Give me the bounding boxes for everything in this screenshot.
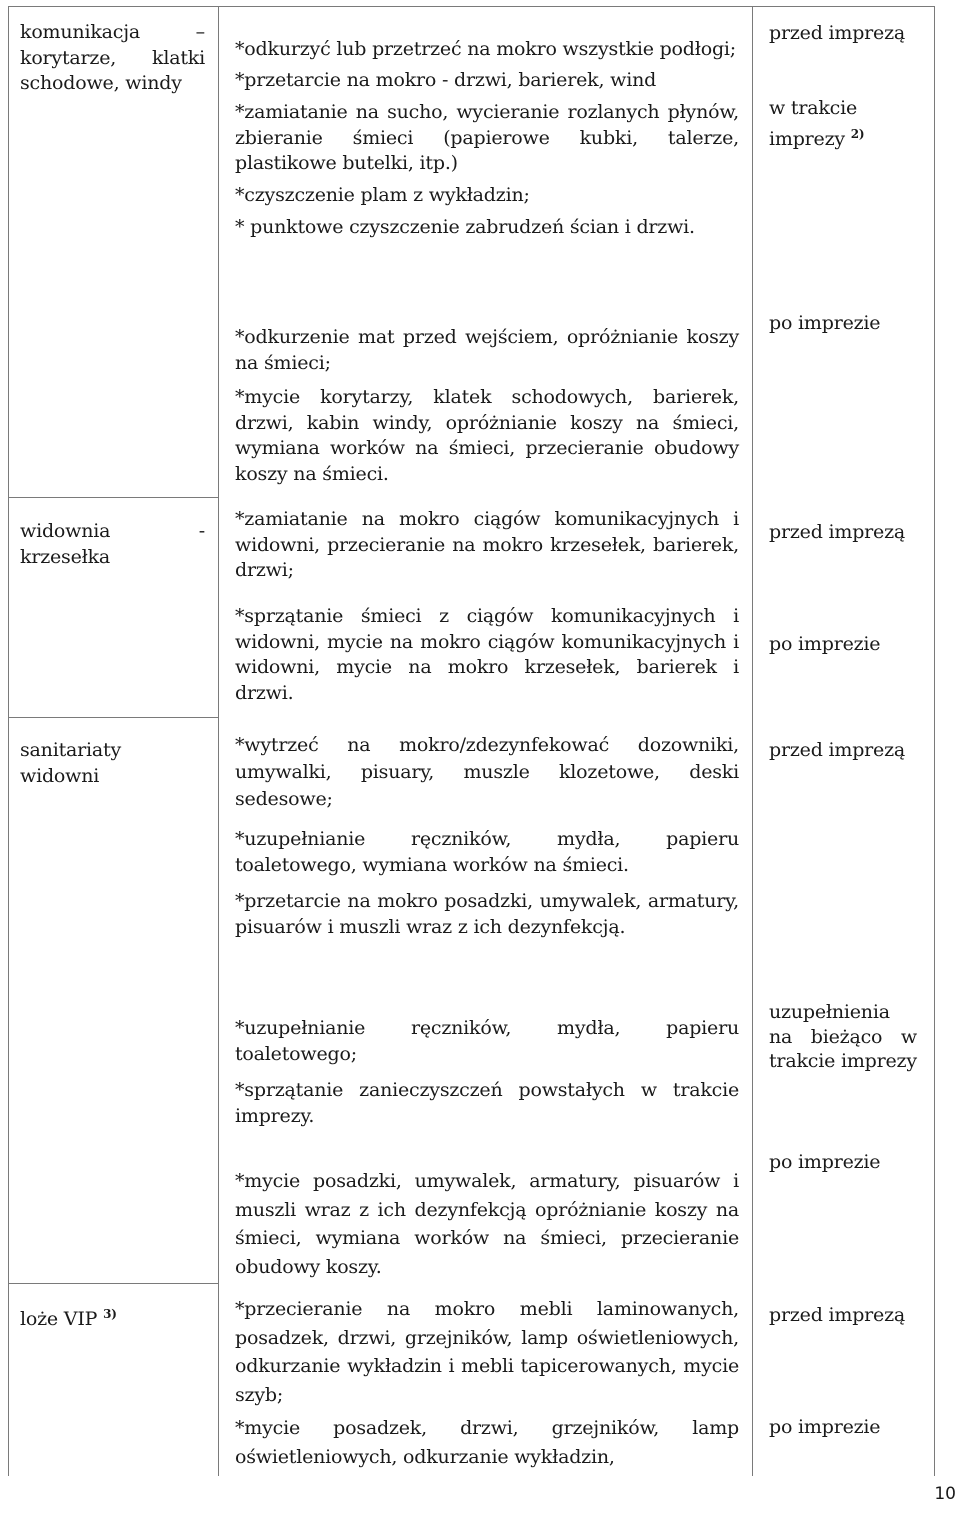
vip-timing-before <box>769 1303 929 1329</box>
task-item: *sprzątanie śmieci z ciągów komunikacyjnych i widowni, mycie na mokro ciągów komunikacyjnych i widowni, mycie na mokro krzesełek, barierek i drzwi. <box>235 605 739 704</box>
area-restrooms-label: sanitariaty widowni <box>20 739 122 787</box>
task-item: *odkurzyć lub przetrzeć na mokro wszystkie podłogi; <box>235 38 736 60</box>
task-item: *wytrzeć na mokro/zdezynfekować dozowniki, umywalki, pisuary, muszle klozetowe, deski sedesowe; <box>235 734 739 810</box>
area-auditorium-label: widownia - <box>20 520 205 542</box>
communication-timing-before <box>769 21 929 47</box>
area-vip-boxes <box>20 1302 205 1333</box>
task-item: *uzupełnianie ręczników, mydła, papieru toaletowego, wymiana worków na śmieci. <box>235 828 739 876</box>
task-item: *czyszczenie plam z wykładzin; <box>235 183 530 206</box>
area-vip-boxes-label: loże VIP $^{3)}$ <box>20 1307 117 1330</box>
task-item: *odkurzenie mat przed wejściem, opróżnianie koszy na śmieci; <box>235 326 739 374</box>
area-restrooms <box>20 738 160 789</box>
auditorium-task-after <box>235 604 739 706</box>
communication-timing-during <box>769 96 929 152</box>
table-column-divider-2 <box>752 6 753 1476</box>
communication-timing-after <box>769 311 929 337</box>
task-item: *mycie posadzki, umywalek, armatury, pisuarów i muszli wraz z ich dezynfekcją opróżnianie koszy na śmieci, wymiana worków na śmieci, przecieranie obudowy koszy. <box>235 1170 739 1278</box>
area-auditorium-label-2: krzesełka <box>20 545 111 568</box>
table-border-left <box>8 6 9 1476</box>
restrooms-timing-after <box>769 1150 929 1176</box>
timing-label: po imprezie <box>769 1416 881 1438</box>
vip-task-after <box>235 1414 739 1471</box>
task-item: *mycie korytarzy, klatek schodowych, barierek, drzwi, kabin windy, opróżnianie koszy na śmieci, wymiana worków na śmieci, przecieranie obudowy koszy na śmieci. <box>235 386 739 485</box>
timing-label: przed imprezą <box>769 1304 906 1326</box>
timing-label: w trakcie imprezy $^{2)}$ <box>769 97 865 150</box>
restrooms-tasks-before <box>235 732 739 940</box>
task-item: *przetarcie na mokro - drzwi, barierek, wind <box>235 68 657 91</box>
footnote-ref: 3) <box>103 1307 117 1321</box>
restrooms-timing-before <box>769 738 929 764</box>
task-item: *przecieranie na mokro mebli laminowanych, posadzek, drzwi, grzejników, lamp oświetleniowych, odkurzanie wykładzin i mebli tapicerowanych, mycie szyb; <box>235 1298 739 1406</box>
timing-label: przed imprezą <box>769 22 906 44</box>
restrooms-timing-during <box>769 1000 917 1074</box>
page-number: 10 <box>934 1484 956 1504</box>
table-border-top <box>8 6 935 7</box>
task-item: *uzupełnianie ręczników, mydła, papieru toaletowego; <box>235 1017 739 1065</box>
area-communication <box>20 20 205 97</box>
vip-timing-after <box>769 1415 929 1441</box>
timing-label: po imprezie <box>769 1151 881 1173</box>
table-border-right <box>934 6 935 1476</box>
task-item: *zamiatanie na mokro ciągów komunikacyjnych i widowni, przecieranie na mokro krzesełek, barierek, drzwi; <box>235 508 739 581</box>
auditorium-timing-before <box>769 520 929 546</box>
timing-label: uzupełnienia na bieżąco w trakcie imprezy <box>769 1001 917 1072</box>
timing-label: przed imprezą <box>769 521 906 543</box>
restrooms-task-after <box>235 1167 739 1281</box>
table-row-divider-2 <box>8 717 218 718</box>
task-item: * punktowe czyszczenie zabrudzeń ścian i drzwi. <box>235 216 695 238</box>
table-row-divider-1 <box>8 497 218 498</box>
restrooms-tasks-during <box>235 1016 739 1129</box>
timing-label: po imprezie <box>769 312 881 334</box>
communication-tasks-after <box>235 325 739 487</box>
task-item: *sprzątanie zanieczyszczeń powstałych w trakcie imprezy. <box>235 1079 739 1127</box>
auditorium-task-before <box>235 507 739 584</box>
auditorium-timing-after <box>769 632 929 658</box>
area-communication-label: komunikacja – korytarze, klatki schodowe, windy <box>20 21 205 94</box>
timing-label: po imprezie <box>769 633 881 655</box>
footnote-ref: 2) <box>850 126 865 141</box>
task-item: *przetarcie na mokro posadzki, umywalek, armatury, pisuarów i muszli wraz z ich dezynfekcją. <box>235 890 739 938</box>
table-row-divider-3 <box>8 1283 218 1284</box>
area-auditorium <box>20 519 205 570</box>
task-item: *zamiatanie na sucho, wycieranie rozlanych płynów, zbieranie śmieci (papierowe kubki, talerze, plastikowe butelki, itp.) <box>235 101 739 174</box>
task-item: *mycie posadzek, drzwi, grzejników, lamp oświetleniowych, odkurzanie wykładzin, <box>235 1417 739 1468</box>
vip-task-before <box>235 1295 739 1409</box>
timing-label: przed imprezą <box>769 739 906 761</box>
table-column-divider-1 <box>218 6 219 1476</box>
communication-tasks-before-during <box>235 37 739 241</box>
